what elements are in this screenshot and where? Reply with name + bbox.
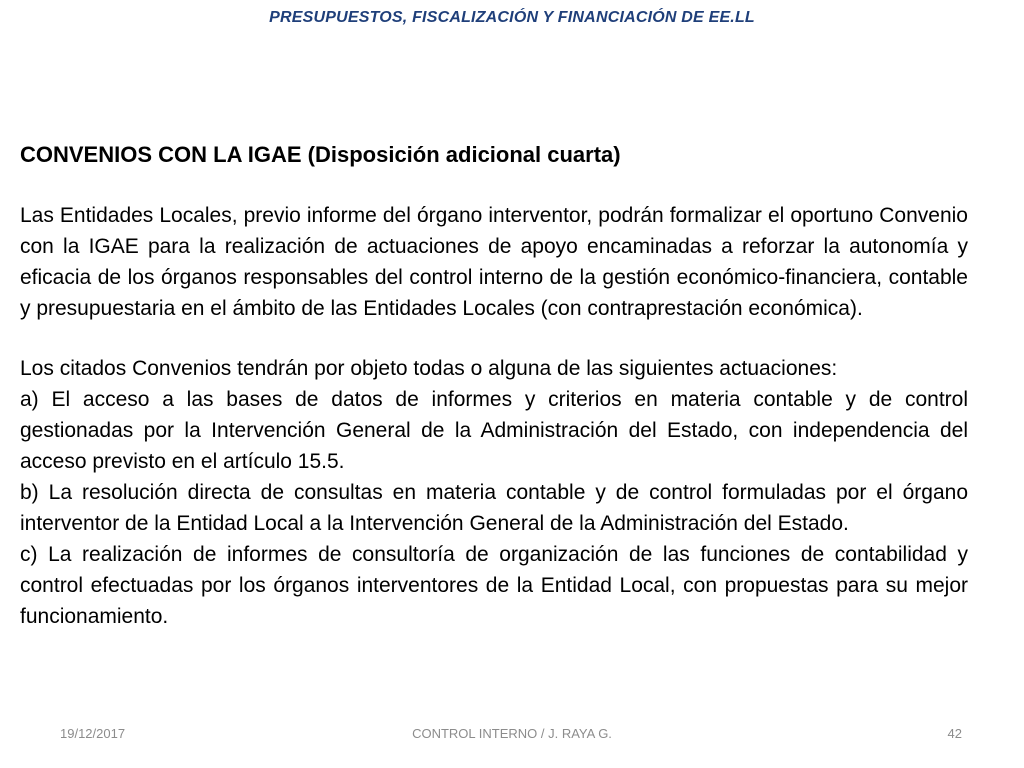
section-heading: CONVENIOS CON LA IGAE (Disposición adicional cuarta) <box>20 142 621 167</box>
footer-author: CONTROL INTERNO / J. RAYA G. <box>412 726 612 741</box>
paragraph-intro: Las Entidades Locales, previo informe del órgano interventor, podrán formalizar el oportuno Convenio con la IGAE para la realización de actuaciones de apoyo encaminadas a reforzar la autonomía y eficacia de los órganos responsables del control interno de la gestión económico-financiera, contable y presupuestaria en el ámbito de las Entidades Locales (con contraprestación económica). <box>20 204 968 320</box>
list-item-a: a) El acceso a las bases de datos de informes y criterios en materia contable y de control gestionadas por la Intervención General de la Administración del Estado, con independencia del acceso previsto en el artículo 15.5. <box>20 388 968 473</box>
list-item-b: b) La resolución directa de consultas en materia contable y de control formuladas por el órgano interventor de la Entidad Local a la Intervención General de la Administración del Estado. <box>20 481 968 535</box>
footer-date: 19/12/2017 <box>60 726 126 741</box>
slide-content <box>20 140 968 632</box>
footer-page-number: 42 <box>947 726 962 741</box>
slide-footer <box>0 726 1024 744</box>
slide-header-title: PRESUPUESTOS, FISCALIZACIÓN Y FINANCIACIÓN DE EE.LL <box>269 9 755 26</box>
paragraph-objectives: Los citados Convenios tendrán por objeto todas o alguna de las siguientes actuaciones: <box>20 357 838 380</box>
list-item-c: c) La realización de informes de consultoría de organización de las funciones de contabilidad y control efectuadas por los órganos interventores de la Entidad Local, con propuestas para su mejor funcionamiento. <box>20 543 968 628</box>
